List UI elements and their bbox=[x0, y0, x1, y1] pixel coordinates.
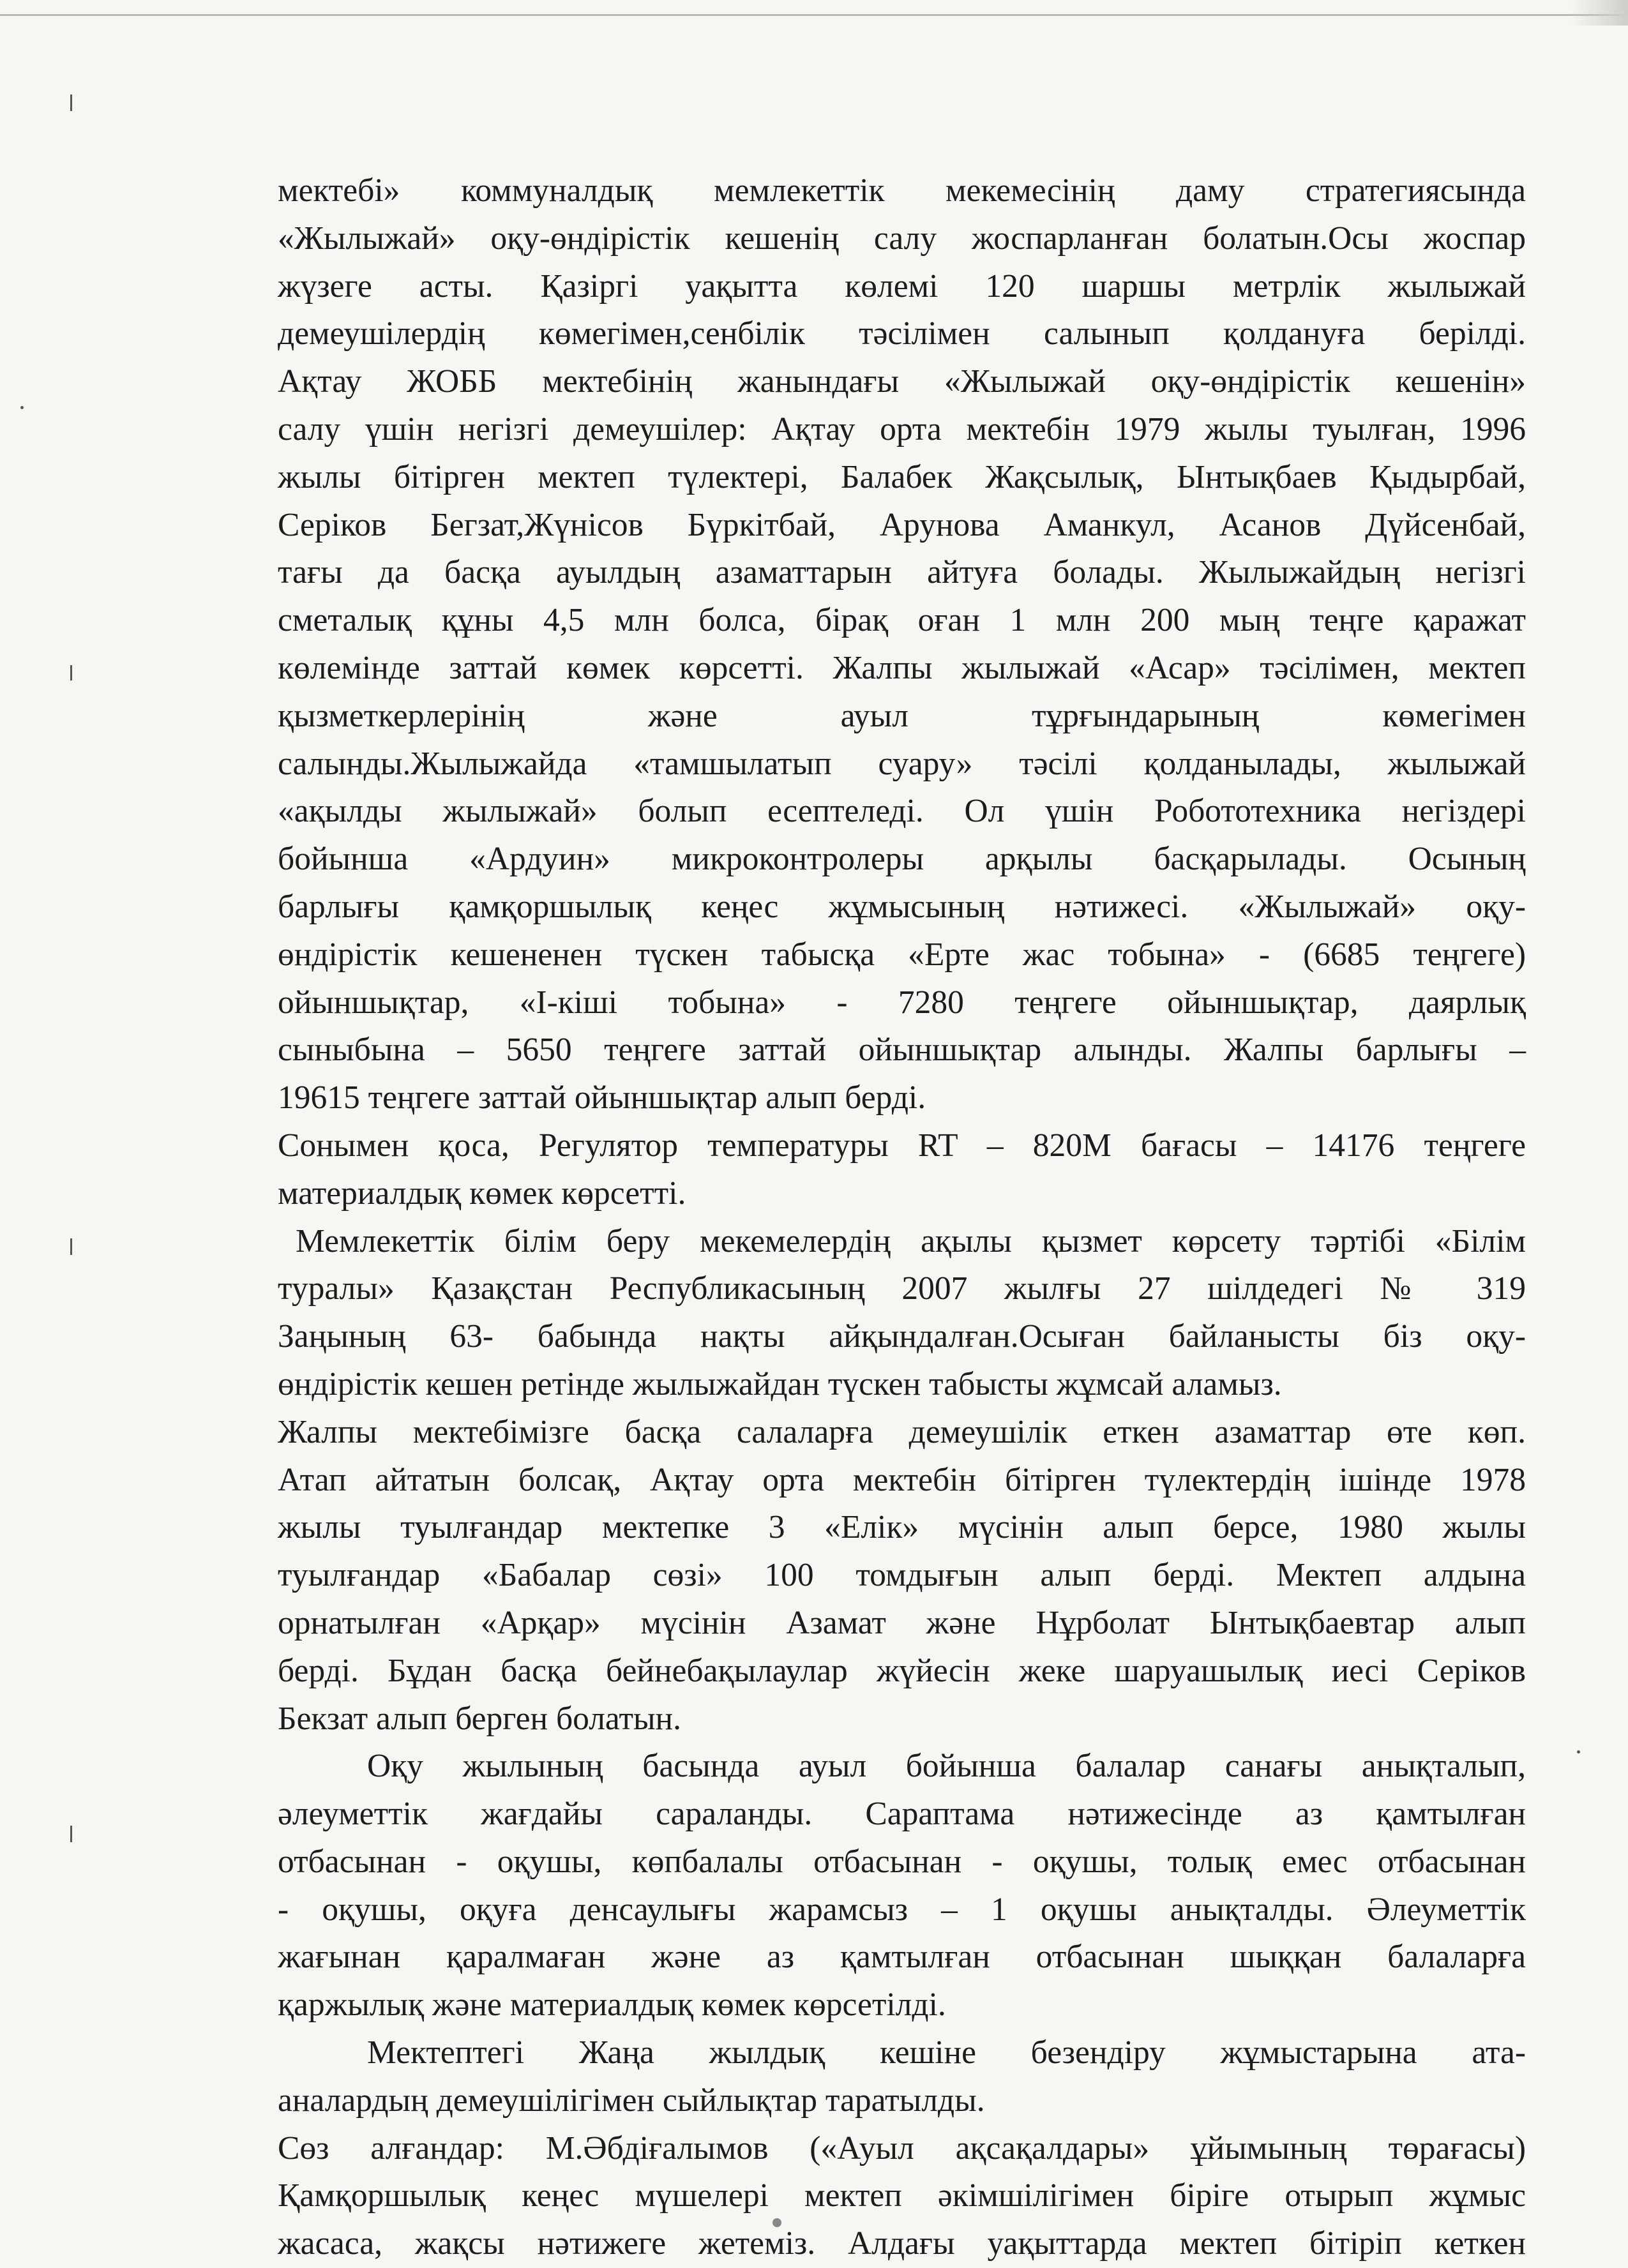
text-line: 19615 теңгеге заттай ойыншықтар алып берді. bbox=[278, 1079, 926, 1116]
text-line: - оқушы, оқуға денсаулығы жарамсыз – 1 оқушы анықталды. Әлеуметтік bbox=[278, 1891, 1526, 1928]
text-line: сметалық құны 4,5 млн болса, бірақ оған 1 млн 200 мың теңге қаражат bbox=[278, 602, 1526, 639]
margin-mark bbox=[70, 1238, 72, 1255]
text-line: туралы» Қазақстан Республикасының 2007 жылғы 27 шілдедегі № 319 bbox=[278, 1270, 1526, 1307]
text-line: жылы бітірген мектеп түлектері, Балабек Жақсылық, Ынтықбаев Қыдырбай, bbox=[278, 458, 1526, 495]
text-line: жасаса, жақсы нәтижеге жетеміз. Алдағы уақыттарда мектеп бітіріп кеткен bbox=[278, 2225, 1526, 2262]
text-line: Қамқоршылық кеңес мүшелері мектеп әкімшілігімен біріге отырып жұмыс bbox=[278, 2177, 1526, 2214]
text-line: жүзеге асты. Қазіргі уақытта көлемі 120 шаршы метрлік жылыжай bbox=[278, 267, 1526, 304]
text-line: қаржылық және материалдық көмек көрсетілді. bbox=[278, 1986, 946, 2024]
text-line: салынды.Жылыжайда «тамшылатып суару» тәсілі қолданылады, жылыжай bbox=[278, 745, 1526, 782]
text-line: Бекзат алып берген болатын. bbox=[278, 1700, 681, 1737]
text-line: барлығы қамқоршылық кеңес жұмысының нәтижесі. «Жылыжай» оқу- bbox=[278, 888, 1526, 925]
text-line: аналардың демеушілігімен сыйлықтар таратылды. bbox=[278, 2082, 985, 2119]
text-line: орнатылған «Арқар» мүсінін Азамат және Нұрболат Ынтықбаевтар алып bbox=[278, 1604, 1526, 1641]
scan-corner-shadow bbox=[1571, 0, 1628, 26]
text-line: өндірістік кешененен түскен табысқа «Ерте жас тобына» - (6685 теңгеге) bbox=[278, 936, 1526, 973]
text-line: «ақылды жылыжай» болып есептеледі. Ол үшін Робототехника негіздері bbox=[278, 793, 1526, 830]
scan-top-edge-line bbox=[0, 14, 1628, 16]
text-line: бойынша «Ардуин» микроконтролеры арқылы басқарылады. Осының bbox=[278, 841, 1526, 878]
text-line: Оқу жылының басында ауыл бойынша балалар санағы анықталып, bbox=[367, 1748, 1526, 1785]
text-line: Сонымен қоса, Регулятор температуры RT – 820M бағасы – 14176 теңгеге bbox=[278, 1127, 1526, 1164]
text-line: Жалпы мектебімізге басқа салаларға демеушілік еткен азаматтар өте көп. bbox=[278, 1413, 1526, 1450]
text-line: «Жылыжай» оқу-өндірістік кешенің салу жоспарланған болатын.Осы жоспар bbox=[278, 220, 1526, 257]
text-line: Ақтау ЖОББ мектебінің жанындағы «Жылыжай оқу-өндірістік кешенін» bbox=[278, 363, 1526, 400]
text-line: мектебі» коммуналдық мемлекеттік мекемесінің даму стратегиясында bbox=[278, 172, 1526, 209]
text-line: өндірістік кешен ретінде жылыжайдан түскен табысты жұмсай аламыз. bbox=[278, 1365, 1282, 1402]
text-line: демеушілердің көмегімен,сенбілік тәсілімен салынып қолдануға берілді. bbox=[278, 315, 1526, 352]
text-line: берді. Бұдан басқа бейнебақылаулар жүйесін жеке шаруашылық иесі Серіков bbox=[278, 1652, 1526, 1689]
text-line: отбасынан - оқушы, көпбалалы отбасынан - оқушы, толық емес отбасынан bbox=[278, 1843, 1526, 1880]
text-line: көлемінде заттай көмек көрсетті. Жалпы жылыжай «Асар» тәсілімен, мектеп bbox=[278, 649, 1526, 686]
text-line: Заңының 63- бабында нақты айқындалған.Осыған байланысты біз оқу- bbox=[278, 1318, 1526, 1355]
text-line: сыныбына – 5650 теңгеге заттай ойыншықтар алынды. Жалпы барлығы – bbox=[278, 1032, 1526, 1069]
text-line: жылы туылғандар мектепке 3 «Елік» мүсінін алып берсе, 1980 жылы bbox=[278, 1509, 1526, 1546]
document-body-text bbox=[278, 167, 1526, 2268]
margin-mark bbox=[1577, 1750, 1580, 1754]
margin-mark bbox=[70, 665, 72, 680]
margin-mark bbox=[20, 406, 24, 409]
text-line: туылғандар «Бабалар сөзі» 100 томдығын алып берді. Мектеп алдына bbox=[278, 1557, 1526, 1594]
text-line: қызметкерлерінің және ауыл тұрғындарының көмегімен bbox=[278, 697, 1526, 734]
text-line: Мектептегі Жаңа жылдық кешіне безендіру жұмыстарына ата- bbox=[367, 2034, 1526, 2071]
text-line: Атап айтатын болсақ, Ақтау орта мектебін бітірген түлектердің ішінде 1978 bbox=[278, 1461, 1526, 1498]
text-line: Сөз алғандар: М.Әбдіғалымов («Ауыл ақсақалдары» ұйымының төрағасы) bbox=[278, 2129, 1526, 2167]
margin-mark bbox=[70, 94, 72, 111]
text-line: материалдық көмек көрсетті. bbox=[278, 1175, 686, 1212]
margin-mark bbox=[70, 1826, 72, 1842]
text-line: тағы да басқа ауылдың азаматтарын айтуға болады. Жылыжайдың негізгі bbox=[278, 554, 1526, 591]
text-line: Мемлекеттік білім беру мекемелердің ақылы қызмет көрсету тәртібі «Білім bbox=[296, 1222, 1526, 1259]
text-line: Серіков Бегзат,Жүнісов Бүркітбай, Арунова Аманкул, Асанов Дүйсенбай, bbox=[278, 506, 1526, 543]
text-line: әлеуметтік жағдайы сараланды. Сараптама нәтижесінде аз қамтылған bbox=[278, 1796, 1526, 1833]
text-line: ойыншықтар, «І-кіші тобына» - 7280 теңгеге ойыншықтар, даярлық bbox=[278, 984, 1526, 1021]
text-line: салу үшін негізгі демеушілер: Ақтау орта мектебін 1979 жылы туылған, 1996 bbox=[278, 410, 1526, 447]
text-line: жағынан қаралмаған және аз қамтылған отбасынан шыққан балаларға bbox=[278, 1939, 1526, 1976]
